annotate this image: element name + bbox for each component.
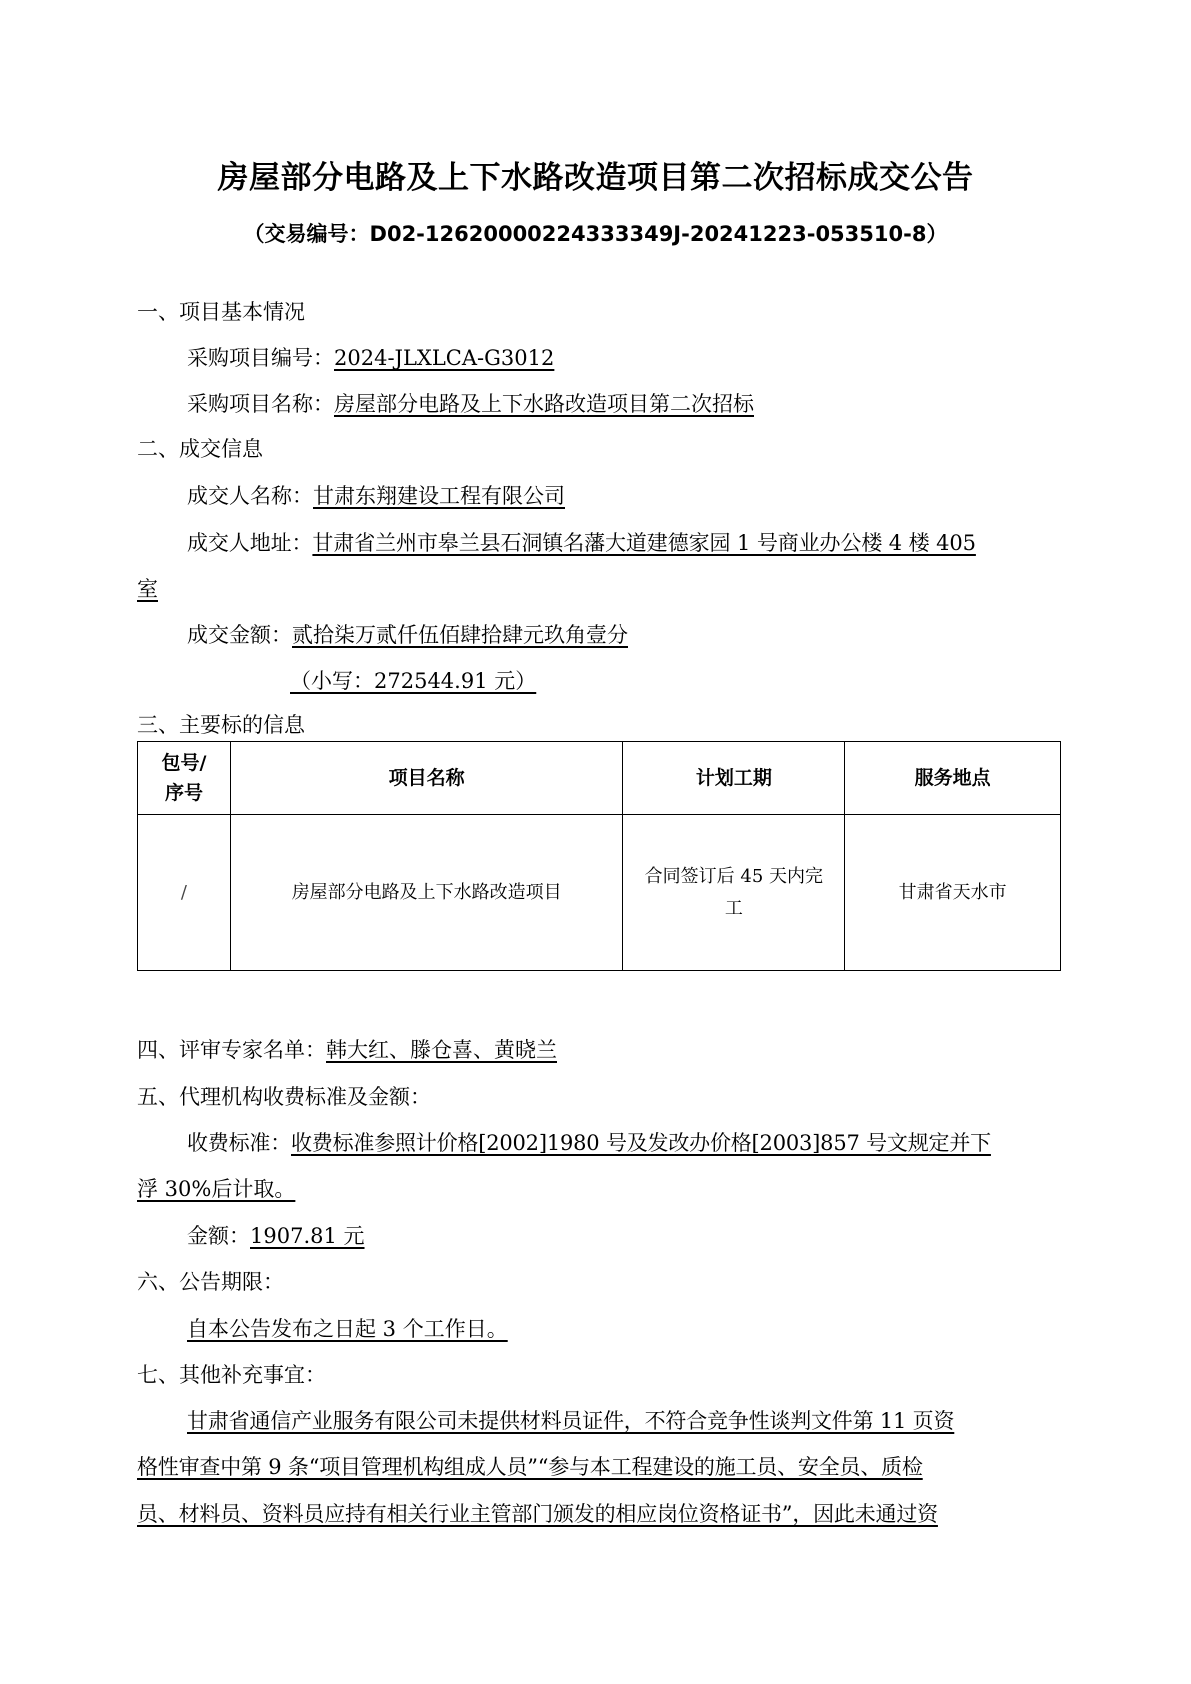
fee-amount-label: 金额： [187,1224,250,1248]
fee-standard-value: 收费标准参照计价格[2002]1980 号及发改办价格[2003]857 号文规定并下 [291,1131,991,1155]
supplement-line-3: 员、材料员、资料员应持有相关行业主管部门颁发的相应岗位资格证书”，因此未通过资 [137,1502,938,1526]
fee-amount-row [187,1221,365,1251]
notice-period-row [187,1314,508,1344]
header-service-location: 服务地点 [845,742,1061,815]
supplement-line-1: 甘肃省通信产业服务有限公司未提供材料员证件，不符合竞争性谈判文件第 11 页资 [187,1409,955,1433]
header-package: 包号/ 序号 [138,742,231,815]
project-number-row [187,343,554,373]
document-title: 房屋部分电路及上下水路改造项目第二次招标成交公告 [217,160,974,196]
section5-heading: 五、代理机构收费标准及金额： [137,1085,431,1109]
section6-heading: 六、公告期限： [137,1270,284,1294]
winner-address-label: 成交人地址： [187,531,313,555]
experts-value: 韩大红、滕仓喜、黄晓兰 [326,1038,557,1062]
header-plan-period: 计划工期 [623,742,845,815]
section3-heading: 三、主要标的信息 [137,713,305,737]
section1-heading: 一、项目基本情况 [137,300,305,324]
project-name-value: 房屋部分电路及上下水路改造项目第二次招标 [334,392,754,416]
section2-heading: 二、成交信息 [137,437,263,461]
notice-period-value: 自本公告发布之日起 3 个工作日。 [187,1317,508,1341]
winner-value: 甘肃东翔建设工程有限公司 [313,484,565,508]
amount-row [187,620,628,650]
project-name-row [187,389,754,419]
amount-label: 成交金额： [187,623,292,647]
fee-standard-label: 收费标准： [187,1131,291,1155]
fee-amount-value: 1907.81 元 [250,1224,365,1248]
cell-plan-period: 合同签订后 45 天内完 工 [623,815,845,971]
section7-heading: 七、其他补充事宜： [137,1363,326,1387]
section4-heading: 四、评审专家名单： [137,1038,326,1062]
table-header-row [138,742,1061,815]
winner-label: 成交人名称： [187,484,313,508]
project-name-label: 采购项目名称： [187,392,334,416]
fee-standard-value-line2: 浮 30%后计取。 [137,1177,296,1201]
cell-package: / [138,815,231,971]
amount-small-value: （小写：272544.91 元） [290,669,537,693]
transaction-number: （交易编号：D02-12620000224333349J-20241223-053510-8） [243,222,948,246]
amount-value: 贰拾柒万贰仟伍佰肆拾肆元玖角壹分 [292,623,628,647]
subject-info-table [137,741,1061,971]
project-number-value: 2024-JLXLCA-G3012 [334,346,555,370]
winner-address-row [187,528,976,558]
fee-standard-continuation [137,1174,295,1204]
project-number-label: 采购项目编号： [187,346,334,370]
table-row [138,815,1061,971]
winner-address-value: 甘肃省兰州市皋兰县石洞镇名藩大道建德家园 1 号商业办公楼 4 楼 405 [312,531,976,555]
experts-row [137,1035,557,1065]
winner-address-value-line2: 室 [137,577,158,601]
winner-row [187,481,565,511]
cell-project-name: 房屋部分电路及上下水路改造项目 [230,815,623,971]
header-project-name: 项目名称 [230,742,623,815]
amount-small-row [290,666,536,696]
cell-service-location: 甘肃省天水市 [845,815,1061,971]
fee-standard-row [187,1128,991,1158]
supplement-line-2: 格性审查中第 9 条“项目管理机构组成人员”“参与本工程建设的施工员、安全员、质检 [137,1455,923,1479]
winner-address-continuation [137,574,158,604]
